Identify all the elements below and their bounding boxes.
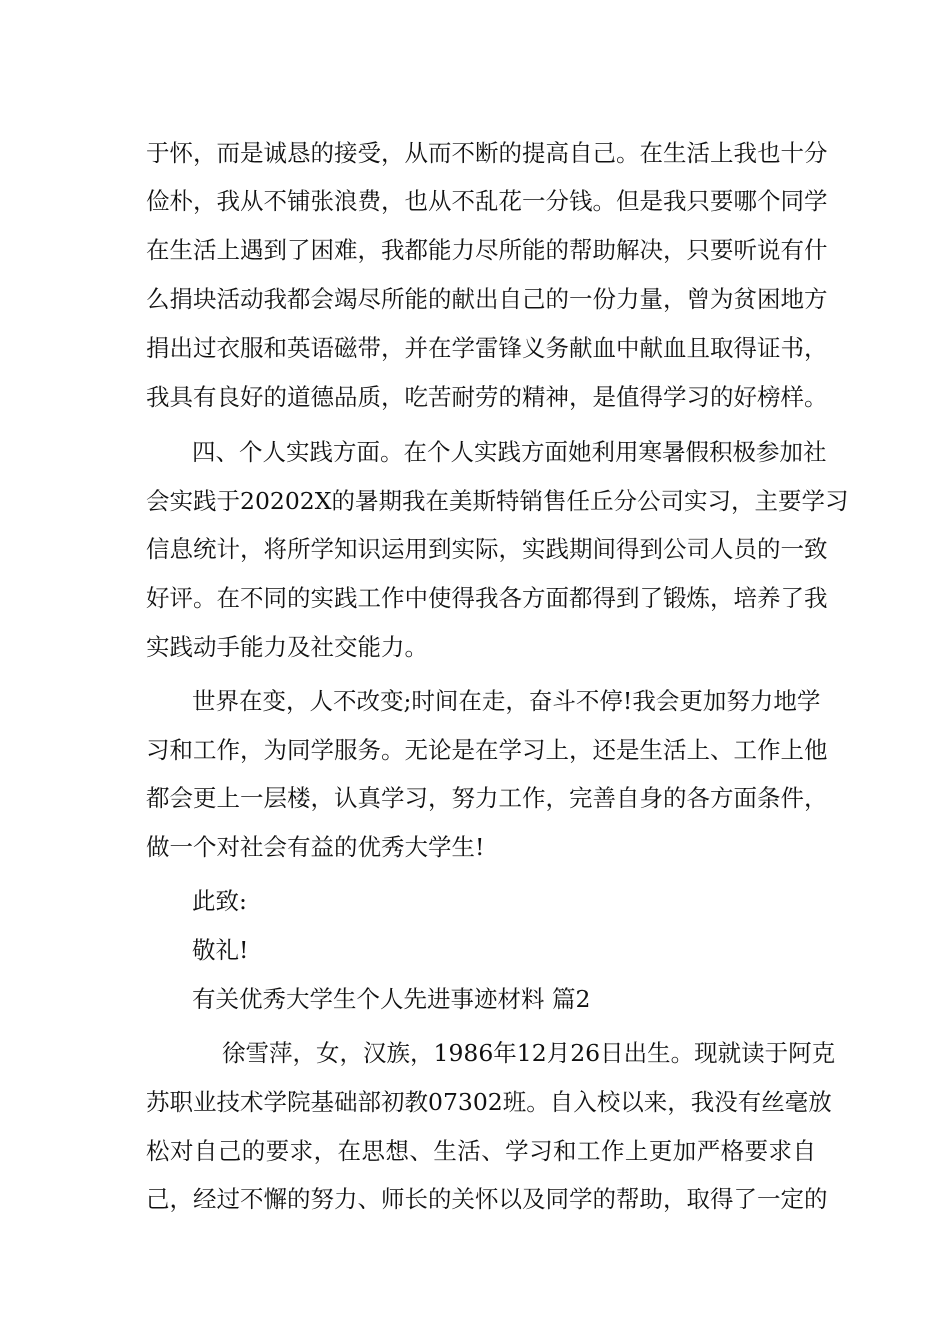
- text-line: 信息统计，将所学知识运用到实际，实践期间得到公司人员的一致: [146, 535, 828, 563]
- closing-regards: 敬礼!: [192, 936, 249, 964]
- text-line: 捐出过衣服和英语磁带，并在学雷锋义务献血中献血且取得证书，: [146, 334, 828, 362]
- text-line: 苏职业技术学院基础部初教07302班。自入校以来，我没有丝毫放: [146, 1088, 832, 1116]
- text-line: 习和工作，为同学服务。无论是在学习上，还是生活上、工作上他: [146, 736, 828, 764]
- text-line: 俭朴，我从不铺张浪费，也从不乱花一分钱。但是我只要哪个同学: [146, 187, 828, 215]
- text-line: 世界在变，人不改变;时间在走，奋斗不停!我会更加努力地学: [192, 687, 821, 715]
- text-line: 松对自己的要求，在思想、生活、学习和工作上更加严格要求自: [146, 1137, 816, 1165]
- text-line: 四、个人实践方面。在个人实践方面她利用寒暑假积极参加社: [192, 438, 827, 466]
- text-line: 于怀，而是诚恳的接受，从而不断的提高自己。在生活上我也十分: [146, 139, 828, 167]
- text-line: 徐雪萍，女，汉族，1986年12月26日出生。现就读于阿克: [222, 1039, 836, 1067]
- text-line: 么捐块活动我都会竭尽所能的献出自己的一份力量，曾为贫困地方: [146, 285, 828, 313]
- text-line: 在生活上遇到了困难，我都能力尽所能的帮助解决，只要听说有什: [146, 236, 828, 264]
- text-line: 都会更上一层楼，认真学习，努力工作，完善自身的各方面条件，: [146, 784, 828, 812]
- text-line: 好评。在不同的实践工作中使得我各方面都得到了锻炼，培养了我: [146, 584, 828, 612]
- text-line: 会实践于20202X的暑期我在美斯特销售任丘分公司实习，主要学习: [146, 487, 849, 515]
- text-line: 我具有良好的道德品质，吃苦耐劳的精神，是值得学习的好榜样。: [146, 383, 828, 411]
- text-line: 实践动手能力及社交能力。: [146, 633, 428, 661]
- text-line: 己，经过不懈的努力、师长的关怀以及同学的帮助，取得了一定的: [146, 1185, 828, 1213]
- text-line: 做一个对社会有益的优秀大学生!: [146, 833, 485, 861]
- section-heading: 有关优秀大学生个人先进事迹材料 篇2: [192, 985, 591, 1013]
- closing-salutation: 此致:: [192, 887, 247, 915]
